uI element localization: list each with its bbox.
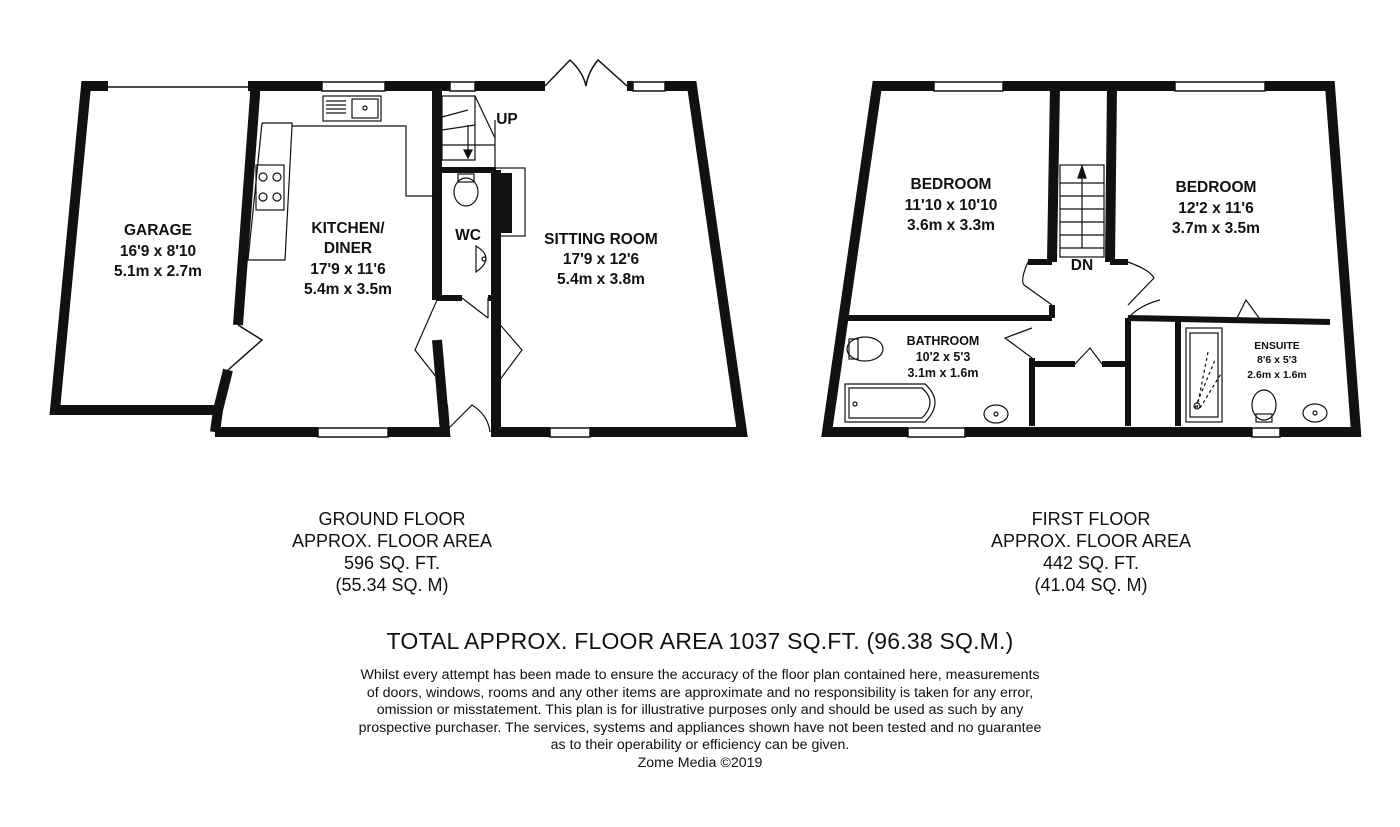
first-floor-windows (908, 82, 1280, 437)
bedroom-2-metric: 3.7m x 3.5m (1172, 220, 1260, 237)
ground-room-labels (114, 111, 658, 298)
sitting-room-label: SITTING ROOM (544, 231, 658, 248)
stairs-up-label: UP (496, 111, 518, 128)
first-caption-line-1: FIRST FLOOR (1031, 509, 1151, 529)
first-floor-doors (1005, 262, 1262, 364)
ensuite-label: ENSUITE (1254, 340, 1300, 352)
first-caption-line-3: 442 SQ. FT. (1042, 553, 1140, 573)
first-caption-line-4: (41.04 SQ. M) (1034, 575, 1148, 595)
kitchen-imperial: 17'9 x 11'6 (310, 261, 386, 278)
garage-metric: 5.1m x 2.7m (114, 263, 202, 280)
fireplace (495, 168, 525, 236)
hob-fixture (256, 165, 284, 210)
sitting-room-metric: 5.4m x 3.8m (557, 271, 645, 288)
first-stairs (1060, 165, 1104, 257)
ensuite-metric: 2.6m x 1.6m (1247, 369, 1307, 381)
garage-imperial: 16'9 x 8'10 (119, 243, 197, 260)
kitchen-metric: 5.4m x 3.5m (304, 281, 392, 298)
disclaimer-line-1: Whilst every attempt has been made to ensure the accuracy of the floor plan contained here, measurements (360, 667, 1040, 683)
disclaimer-line-5: as to their operability or efficiency can be given. (550, 737, 850, 754)
kitchen-label-line2: DINER (323, 240, 373, 257)
copyright: Zome Media ©2019 (637, 754, 763, 771)
disclaimer-line-2: of doors, windows, rooms and any other items are approximate and no responsibility is taken for any error, (366, 684, 1034, 701)
garage-door-swing (228, 325, 262, 370)
disclaimer-line-4: prospective purchaser. The services, systems and appliances shown have not been tested and no guarantee (358, 719, 1042, 736)
disclaimer (330, 667, 1070, 773)
stairs-down-label: DN (1070, 257, 1094, 274)
sink-fixture (323, 96, 381, 121)
bathroom-imperial: 10'2 x 5'3 (915, 350, 971, 364)
first-floor-caption (911, 508, 1271, 596)
ground-caption-line-1: GROUND FLOOR (318, 509, 466, 529)
bathroom-label: BATHROOM (906, 334, 980, 348)
bedroom-1-metric: 3.6m x 3.3m (907, 217, 995, 234)
ground-main-walls (215, 86, 742, 432)
garage-label: GARAGE (123, 222, 193, 239)
ground-caption-line-4: (55.34 SQ. M) (335, 575, 449, 595)
bedroom-2-imperial: 12'2 x 11'6 (1178, 200, 1254, 217)
bedroom-1-imperial: 11'10 x 10'10 (904, 197, 998, 214)
disclaimer-line-3: omission or misstatement. This plan is for illustrative purposes only and should be used as such by any (376, 702, 1024, 719)
ground-stairs (442, 96, 495, 170)
total-floor-area: TOTAL APPROX. FLOOR AREA 1037 SQ.FT. (96.38 SQ.M.) (386, 628, 1014, 654)
ensuite-imperial: 8'6 x 5'3 (1256, 354, 1298, 366)
sitting-room-imperial: 17'9 x 12'6 (562, 251, 640, 268)
hallway-doors (415, 300, 522, 432)
first-caption-line-2: APPROX. FLOOR AREA (990, 531, 1192, 551)
bedroom-2-label: BEDROOM (1175, 179, 1257, 196)
french-doors (545, 60, 627, 86)
bedroom-1-label: BEDROOM (910, 176, 992, 193)
ground-caption-line-3: 596 SQ. FT. (343, 553, 441, 573)
ground-floor-caption (212, 508, 572, 596)
wc-label: WC (455, 227, 481, 244)
ground-caption-line-2: APPROX. FLOOR AREA (291, 531, 493, 551)
bathroom-metric: 3.1m x 1.6m (907, 366, 979, 380)
kitchen-label-line1: KITCHEN/ (311, 220, 385, 237)
